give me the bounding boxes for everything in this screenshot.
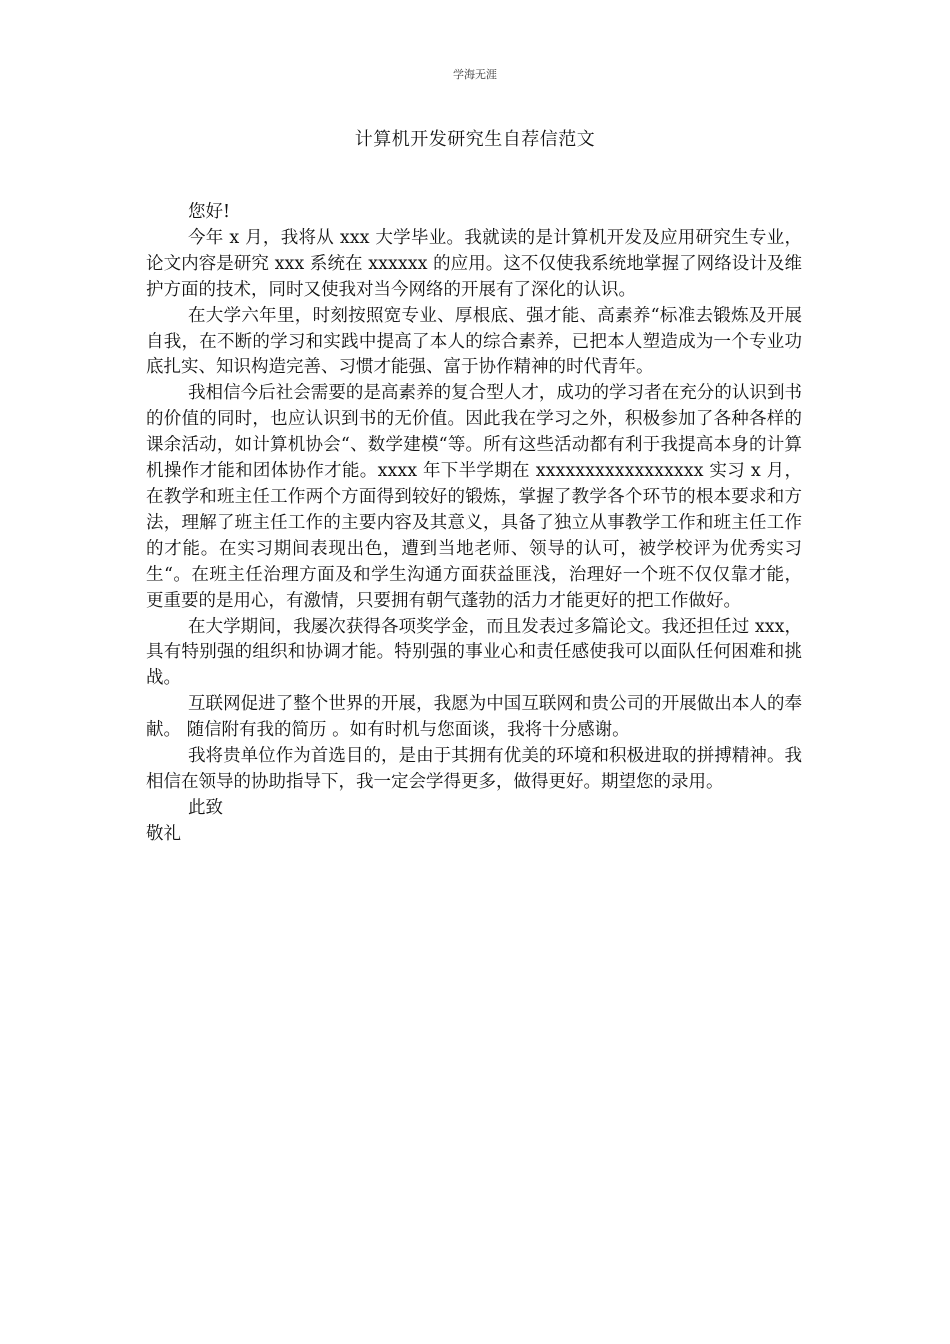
closing-regards: 敬礼 — [146, 823, 181, 844]
paragraph-graduation: 今年 x 月，我将从 xxx 大学毕业。我就读的是计算机开发及应用研究生专业，论文内容是研究 xxx 系统在 xxxxxx 的应用。这不仅使我系统地掌握了网络设计及维护方面的技术，同时又使我对当今网络的开展有了深化的认识。 — [146, 227, 802, 300]
paragraph-awards: 在大学期间，我屡次获得各项奖学金，而且发表过多篇论文。我还担任过 xxx，具有特别强的组织和协调才能。特别强的事业心和责任感使我可以面队任何困难和挑战。 — [146, 616, 802, 689]
closing-salutation: 此致 — [188, 797, 223, 818]
paragraph-internet: 互联网促进了整个世界的开展，我愿为中国互联网和贵公司的开展做出本人的奉献。 随信附有我的简历 。如有时机与您面谈，我将十分感谢。 — [146, 694, 802, 741]
paragraph-activities-internship: 我相信今后社会需要的是高素养的复合型人才，成功的学习者在充分的认识到书的价值的同时，也应认识到书的无价值。因此我在学习之外，积极参加了各种各样的课余活动，如计算机协会“、数学建模“等。所有这些活动都有利于我提高本身的计算机操作才能和团体协作才能。xxxx 年下半学期在 xxxxxxxxxxxxxxxxx 实习 x 月，在教学和班主任工作两个方面得到较好的锻炼，掌握了教学各个环节的根本要求和方法，理解了班主任工作的主要内容及其意义，具备了独立从事教学工作和班主任工作的才能。在实习期间表现出色，遭到当地老师、领导的认可，被学校评为优秀实习生“。在班主任治理方面及和学生沟通方面获益匪浅，治理好一个班不仅仅靠才能，更重要的是用心，有激情，只要拥有朝气蓬勃的活力才能更好的把工作做好。 — [146, 383, 802, 611]
page-header: 学海无涯 — [453, 68, 497, 81]
letter-body — [146, 200, 802, 848]
paragraph-university-years: 在大学六年里，时刻按照宽专业、厚根底、强才能、高素养“标准去锻炼及开展自我，在不断的学习和实践中提高了本人的综合素养，已把本人塑造成为一个专业功底扎实、知识构造完善、习惯才能强、富于协作精神的时代青年。 — [146, 305, 802, 378]
greeting: 您好! — [188, 202, 231, 222]
paragraph-preference: 我将贵单位作为首选目的，是由于其拥有优美的环境和积极进取的拼搏精神。我相信在领导的协助指导下，我一定会学得更多，做得更好。期望您的录用。 — [146, 746, 802, 792]
document-title: 计算机开发研究生自荐信范文 — [354, 129, 596, 150]
